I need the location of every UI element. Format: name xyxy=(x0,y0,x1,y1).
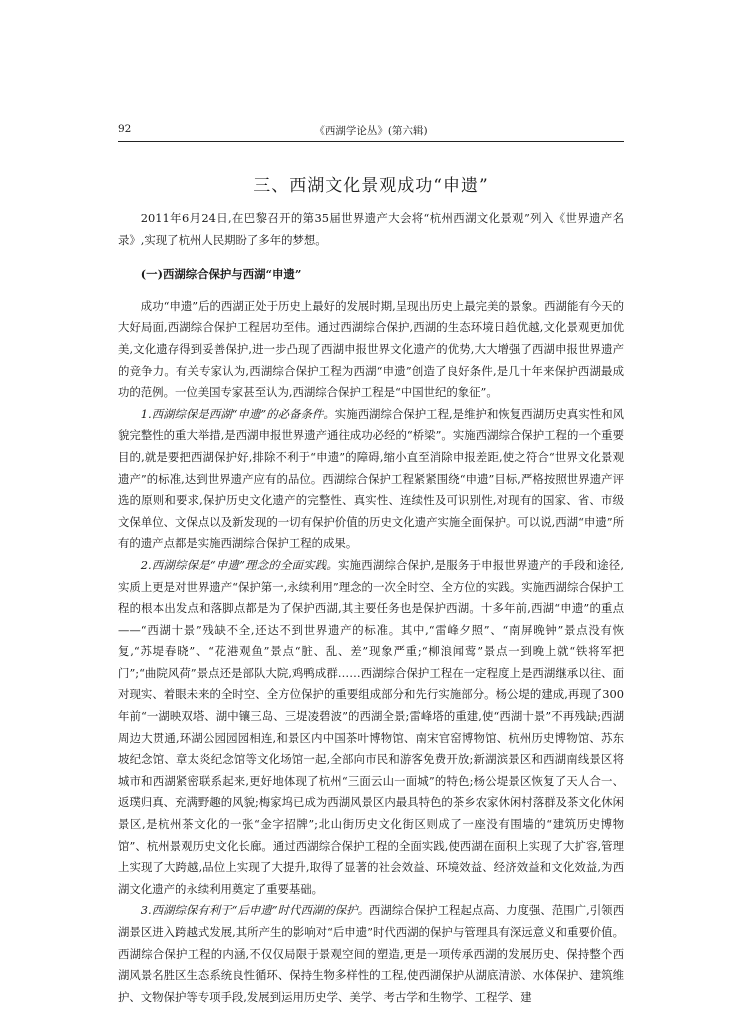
paragraph-4-lead: 3.西湖综保有利于“后申遗”时代西湖的保护。 xyxy=(140,903,370,918)
paragraph-2 xyxy=(118,404,624,555)
paragraph-4-text: 西湖综合保护工程起点高、力度强、范围广,引领西湖景区进入跨越式发展,其所产生的影响对“后申遗”时代西湖的保护与管理具有深远意义和重要价值。西湖综合保护工程的内涵,不仅仅局限于景观空间的塑造,更是一项传承西湖的发展历史、保持整个西湖风景名胜区生态系统良性循环、保持生物多样性的工程,使西湖保护从湖底清淤、水体保护、建筑维护、文物保护等专项手段,发展到运用历史学、美学、考古学和生物学、工程学、建 xyxy=(118,903,624,1004)
running-title: 《西湖学论丛》(第六辑) xyxy=(314,125,428,137)
paragraph-3-lead: 2.西湖综保是“申遗”理念的全面实践。 xyxy=(140,557,339,572)
paragraph-3 xyxy=(118,555,624,901)
paragraph-4 xyxy=(118,900,624,1008)
intro-paragraph: 2011年6月24日,在巴黎召开的第35届世界遗产大会将“杭州西湖文化景观”列入《世界遗产名录》,实现了杭州人民期盼了多年的梦想。 xyxy=(118,211,624,247)
paragraph-2-text: 实施西湖综合保护工程,是维护和恢复西湖历史真实性和风貌完整性的重大举措,是西湖申报世界遗产通往成功必经的“桥梁”。实施西湖综合保护工程的一个重要目的,就是要把西湖保护好,排除不利于“申遗”的障碍,缩小直至消除申报差距,使之符合“世界文化景观遗产”的标准,达到世界遗产应有的品位。西湖综合保护工程紧紧围绕“申遗”目标,严格按照世界遗产评选的原则和要求,保护历史文化遗产的完整性、真实性、连续性及可识别性,对现有的国家、省、市级文保单位、文保点以及新发现的一切有保护价值的历史文化遗产实施全面保护。可以说,西湖“申遗”所有的遗产点都是实施西湖综合保护工程的成果。 xyxy=(118,406,625,551)
running-header xyxy=(118,123,624,142)
body-text xyxy=(118,208,624,1008)
section-title: 三、西湖文化景观成功“申遗” xyxy=(253,176,489,196)
page-number: 92 xyxy=(118,123,132,135)
paragraph-1: 成功“申遗”后的西湖正处于历史上最好的发展时期,呈现出历史上最完美的景象。西湖能有今天的大好局面,西湖综合保护工程居功至伟。通过西湖综合保护,西湖的生态环境日趋优越,文化景观更加优美,文化遗存得到妥善保护,进一步凸现了西湖申报世界文化遗产的优势,大大增强了西湖申报世界遗产的竞争力。有关专家认为,西湖综合保护工程为西湖“申遗”创造了良好条件,是几十年来保护西湖最成功的范例。一位美国专家甚至认为,西湖综合保护工程是“中国世纪的象征”。 xyxy=(118,298,624,400)
subsection-title: (一)西湖综合保护与西湖“申遗” xyxy=(140,267,302,282)
paragraph-2-lead: 1.西湖综保是西湖“申遗”的必备条件。 xyxy=(140,406,335,421)
paragraph-3-text: 实施西湖综合保护,是服务于申报世界遗产的手段和途径,实质上更是对世界遗产“保护第一,永续利用”理念的一次全时空、全方位的实践。实施西湖综合保护工程的根本出发点和落脚点都是为了保护西湖,其主要任务也是保护西湖。十多年前,西湖“申遗”的重点——“西湖十景”残缺不全,还达不到世界遗产的标准。其中,“雷峰夕照”、“南屏晚钟”景点没有恢复,“苏堤春晓”、“花港观鱼”景点“脏、乱、差”现象严重;“柳浪闻莺”景点一到晚上就“铁将军把门”;“曲院风荷”景点还是部队大院,鸡鸭成群……西湖综合保护工程在一定程度上是西湖继承以往、面对现实、着眼未来的全时空、全方位保护的重要组成部分和先行实施部分。杨公堤的建成,再现了300年前“一湖映双塔、湖中镶三岛、三堤凌碧波”的西湖全景;雷峰塔的重建,使“西湖十景”不再残缺;西湖周边大贯通,环湖公园园园相连,和景区内中国茶叶博物馆、南宋官窑博物馆、杭州历史博物馆、苏东坡纪念馆、章太炎纪念馆等文化场馆一起,全部向市民和游客免费开放;新湖滨景区和西湖南线景区将城市和西湖紧密联系起来,更好地体现了杭州“三面云山一面城”的特色;杨公堤景区恢复了天人合一、返璞归真、充满野趣的风貌;梅家坞已成为西湖风景区内最具特色的茶乡农家休闲村落群及茶文化休闲景区,是杭州茶文化的一张“金字招牌”;北山街历史文化街区则成了一座没有围墙的“建筑历史博物馆”、杭州景观历史文化长廊。通过西湖综合保护工程的全面实践,使西湖在面积上实现了大扩容,管理上实现了大跨越,品位上实现了大提升,取得了显著的社会效益、环境效益、经济效益和文化效益,为西湖文化遗产的永续利用奠定了重要基础。 xyxy=(118,557,624,896)
